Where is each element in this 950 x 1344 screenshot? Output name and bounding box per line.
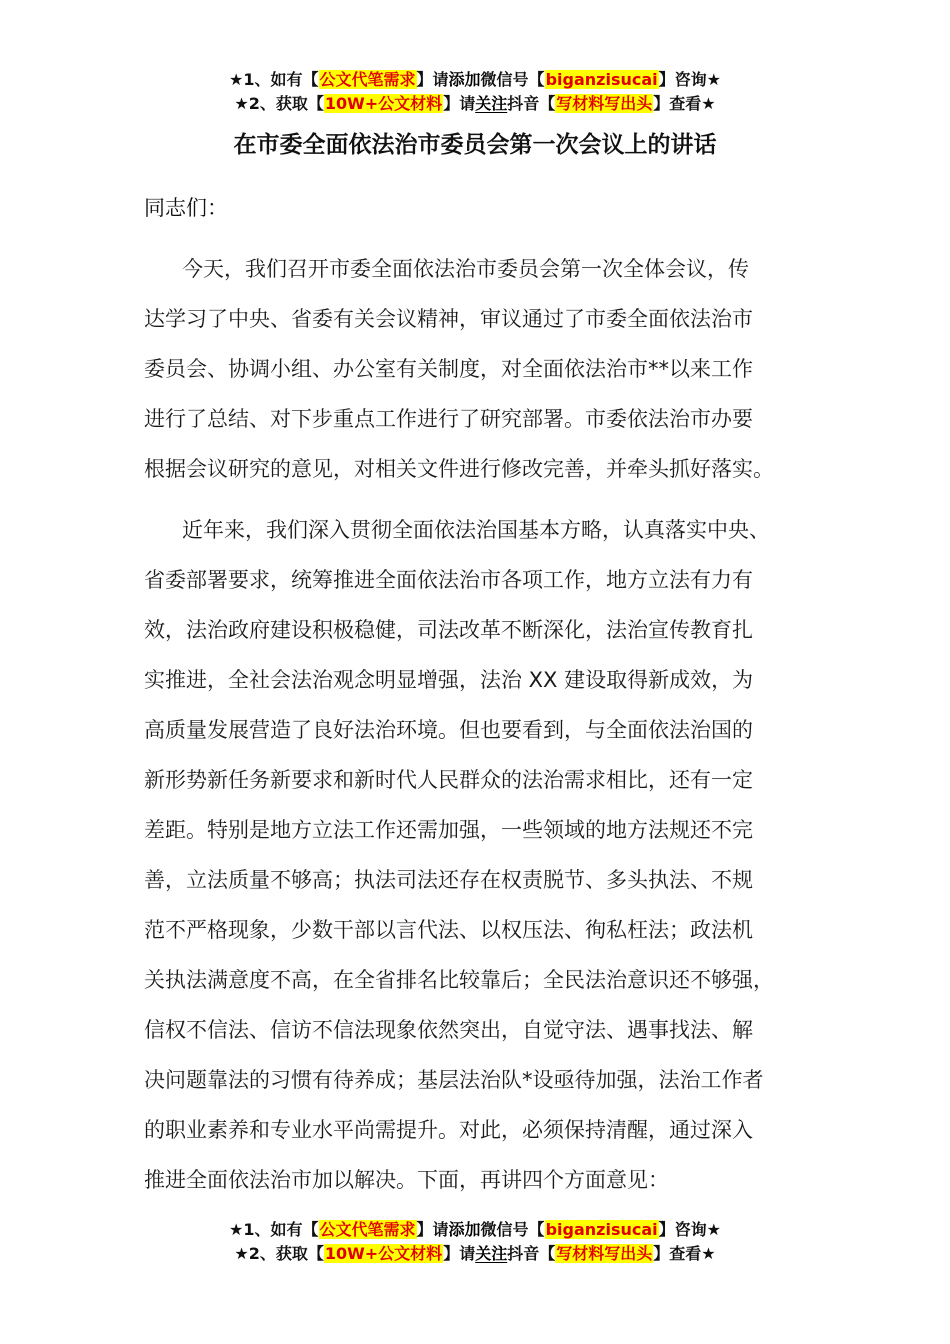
paragraph-line: 善，立法质量不够高；执法司法还存在权责脱节、多头执法、不规 (144, 868, 753, 892)
salutation: 同志们： (144, 196, 228, 220)
promo-highlight: 公文代笔需求 (319, 70, 416, 89)
promo-highlight: 10W+公文材料 (324, 1244, 443, 1263)
promo-highlight: 10W+公文材料 (324, 94, 443, 113)
paragraph-line: 新形势新任务新要求和新时代人民群众的法治需求相比，还有一定 (144, 768, 753, 792)
paragraph-line: 效，法治政府建设积极稳健，司法改革不断深化，法治宣传教育扎 (144, 618, 753, 642)
promo-line-1: ★1、如有【公文代笔需求】请添加微信号【biganzisucai】咨询★ (229, 70, 721, 89)
paragraph-2 (144, 505, 834, 1205)
paragraph-line: 信权不信法、信访不信法现象依然突出，自觉守法、遇事找法、解 (144, 1018, 753, 1042)
paragraph-line: 的职业素养和专业水平尚需提升。对此，必须保持清醒，通过深入 (144, 1118, 753, 1142)
document-title: 在市委全面依法治市委员会第一次会议上的讲话 (233, 132, 717, 158)
promo-highlight: 公文代笔需求 (319, 1220, 416, 1239)
paragraph-line: 关执法满意度不高，在全省排名比较靠后；全民法治意识还不够强， (144, 968, 774, 992)
douyin-account: 写材料写出头 (556, 94, 653, 113)
paragraph-line: 高质量发展营造了良好法治环境。但也要看到，与全面依法治国的 (144, 718, 753, 742)
paragraph-1 (144, 244, 834, 494)
paragraph-line: 今天，我们召开市委全面依法治市委员会第一次全体会议，传 (182, 257, 749, 281)
wechat-id: biganzisucai (545, 70, 658, 89)
promo-line-1: ★1、如有【公文代笔需求】请添加微信号【biganzisucai】咨询★ (229, 1220, 721, 1239)
paragraph-line: 进行了总结、对下步重点工作进行了研究部署。市委依法治市办要 (144, 407, 753, 431)
promo-line-2: ★2、获取【10W+公文材料】请关注抖音【写材料写出头】查看★ (234, 94, 716, 113)
paragraph-line: 委员会、协调小组、办公室有关制度，对全面依法治市**以来工作 (144, 357, 753, 381)
paragraph-line: 根据会议研究的意见，对相关文件进行修改完善，并牵头抓好落实。 (144, 457, 774, 481)
paragraph-line: 实推进，全社会法治观念明显增强，法治 XX 建设取得新成效，为 (144, 668, 754, 692)
paragraph-line: 范不严格现象，少数干部以言代法、以权压法、徇私枉法；政法机 (144, 918, 753, 942)
paragraph-line: 差距。特别是地方立法工作还需加强，一些领域的地方法规还不完 (144, 818, 753, 842)
douyin-account: 写材料写出头 (556, 1244, 653, 1263)
promo-line-2: ★2、获取【10W+公文材料】请关注抖音【写材料写出头】查看★ (234, 1244, 716, 1263)
wechat-id: biganzisucai (545, 1220, 658, 1239)
paragraph-line: 达学习了中央、省委有关会议精神，审议通过了市委全面依法治市 (144, 307, 753, 331)
paragraph-line: 近年来，我们深入贯彻全面依法治国基本方略，认真落实中央、 (182, 518, 770, 542)
paragraph-line: 决问题靠法的习惯有待养成；基层法治队*设亟待加强，法治工作者 (144, 1068, 764, 1092)
paragraph-line: 推进全面依法治市加以解决。下面，再讲四个方面意见： (144, 1168, 669, 1192)
header-promo-banner (0, 68, 950, 116)
paragraph-line: 省委部署要求，统筹推进全面依法治市各项工作，地方立法有力有 (144, 568, 753, 592)
footer-promo-banner (0, 1218, 950, 1266)
